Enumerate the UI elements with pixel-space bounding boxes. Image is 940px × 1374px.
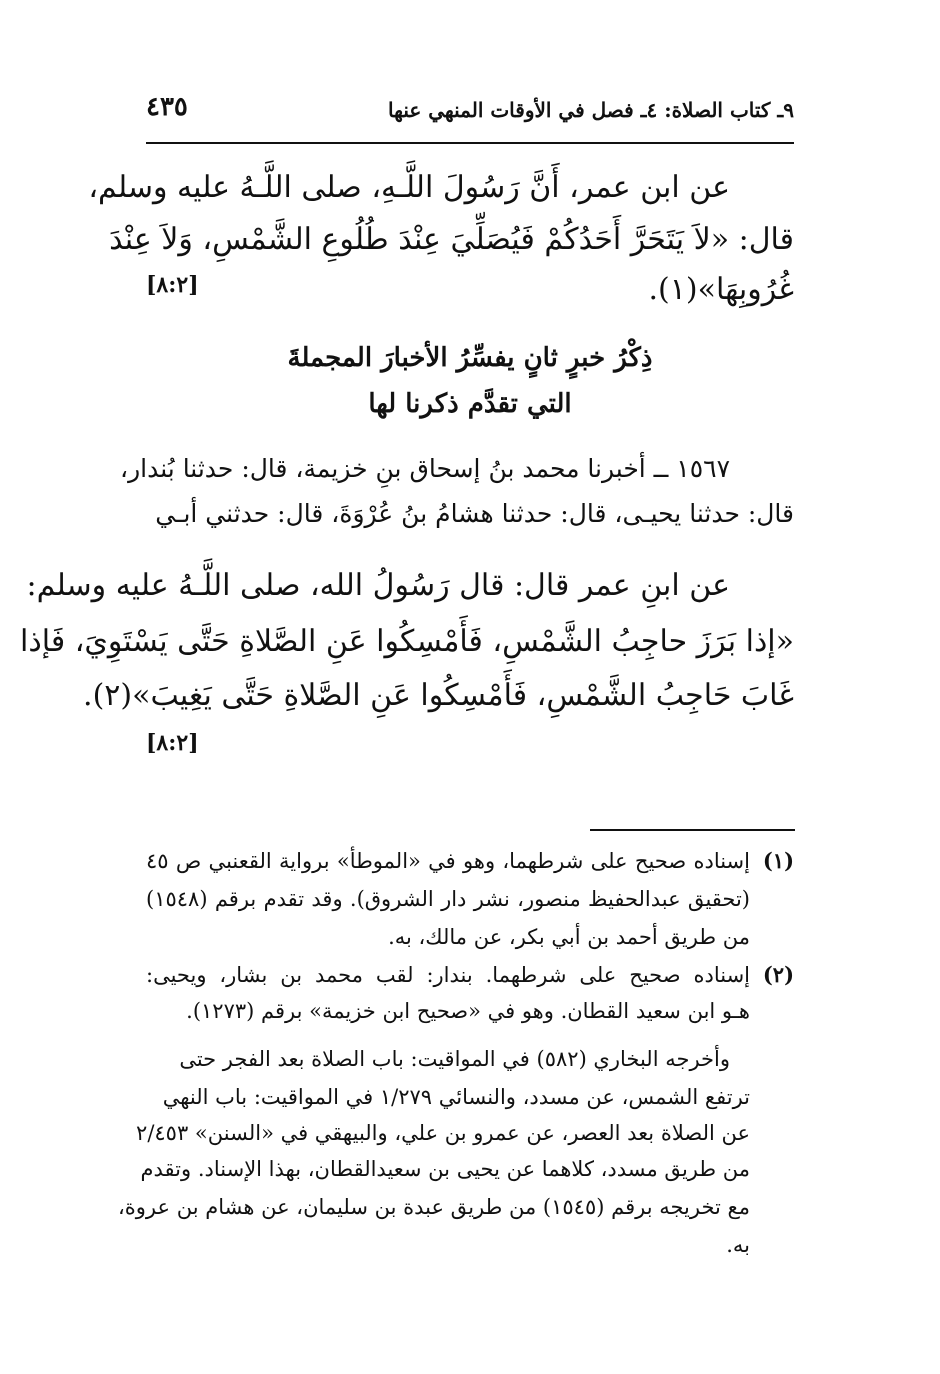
running-header [146,88,794,122]
footnote1-number: (١) [762,848,794,873]
footnote2-para2-line4: من طريق مسدد، كلاهما عن يحيى بن سعيدالقطان، بهذا الإسناد. وتقدم [140,1157,750,1181]
footnote1-line1: إسناده صحيح على شرطهما، وهو في «الموطأ» برواية القعنبي ص ٤٥ [146,849,750,873]
section-heading-line2: التي تقدَّم ذكرنا لها [368,389,572,419]
footnote1-line3: من طريق أحمد بن أبي بكر، عن مالك، به. [388,925,750,949]
hadith1-line1: عن ابن عمر، أَنَّ رَسُولَ اللَّـهِ، صلى اللَّـهُ عليه وسلم، [88,170,730,205]
page-number: ٤٣٥ [146,92,188,122]
footnote-separator [590,829,795,831]
footnote1-line2: (تحقيق عبدالحفيظ منصور، نشر دار الشروق). وقد تقدم برقم (١٥٤٨) [146,887,750,911]
footnote2-para2-line2: ترتفع الشمس، عن مسدد، والنسائي ١/٢٧٩ في المواقيت: باب النهي [162,1085,750,1109]
footnote2-para2-line5: مع تخريجه برقم (١٥٤٥) من طريق عبدة بن سليمان، عن هشام بن عروة، [118,1195,750,1219]
section-heading-line1: ذِكْرُ خبرٍ ثانٍ يفسِّرُ الأخبارَ المجملةَ [287,343,653,373]
hadith1-line3: غُرُوبِهَا»(١). [648,272,794,307]
footnote2-para2-line1: وأخرجه البخاري (٥٨٢) في المواقيت: باب الصلاة بعد الفجر حتى [179,1047,730,1071]
hadith1-reference: [٨:٢] [146,272,199,298]
hadith2-chain-line1: ١٥٦٧ ــ أخبرنا محمد بنُ إسحاق بنِ خزيمة، قال: حدثنا بُندار، [120,454,730,483]
footnote2-line2: هـو ابن سعيد القطان. وهو في «صحيح ابن خزيمة» برقم (١٢٧٣). [186,999,750,1023]
header-rule [146,142,794,144]
running-title: ٩ـ كتاب الصلاة: ٤ـ فصل في الأوقات المنهي عنها [388,98,794,122]
hadith1-line2: قال: «لاَ يَتَحَرَّ أَحَدُكُمْ فَيُصَلِّيَ عِنْدَ طُلُوعِ الشَّمْسِ، وَلاَ عِنْدَ [109,222,794,257]
footnote2-para2-line3: عن الصلاة بعد العصر، عن عمرو بن علي، والبيهقي في «السنن» ٢/٤٥٣ [136,1121,750,1145]
footnote2-number: (٢) [762,962,794,987]
hadith2-reference: [٨:٢] [146,730,199,756]
hadith2-chain-line2: قال: حدثنا يحيـى، قال: حدثنا هشامُ بنُ عُرْوَةَ، قال: حدثني أبـي [155,499,794,528]
footnote2-para2-line6: به. [726,1233,750,1257]
hadith2-text-line3: غَابَ حَاجِبُ الشَّمْسِ، فَأَمْسِكُوا عَنِ الصَّلاةِ حَتَّى يَغِيبَ»(٢). [83,678,794,713]
hadith2-text-line2: «إذا بَرَزَ حاجِبُ الشَّمْسِ، فَأَمْسِكُوا عَنِ الصَّلاةِ حَتَّى يَسْتَوِيَ، فَإذا [20,624,794,659]
hadith2-text-line1: عن ابنِ عمر قال: قال رَسُولُ الله، صلى اللَّـهُ عليه وسلم: [26,568,730,603]
footnote2-line1: إسناده صحيح على شرطهما. بندار: لقب محمد بن بشار، ويحيى: [146,963,750,987]
